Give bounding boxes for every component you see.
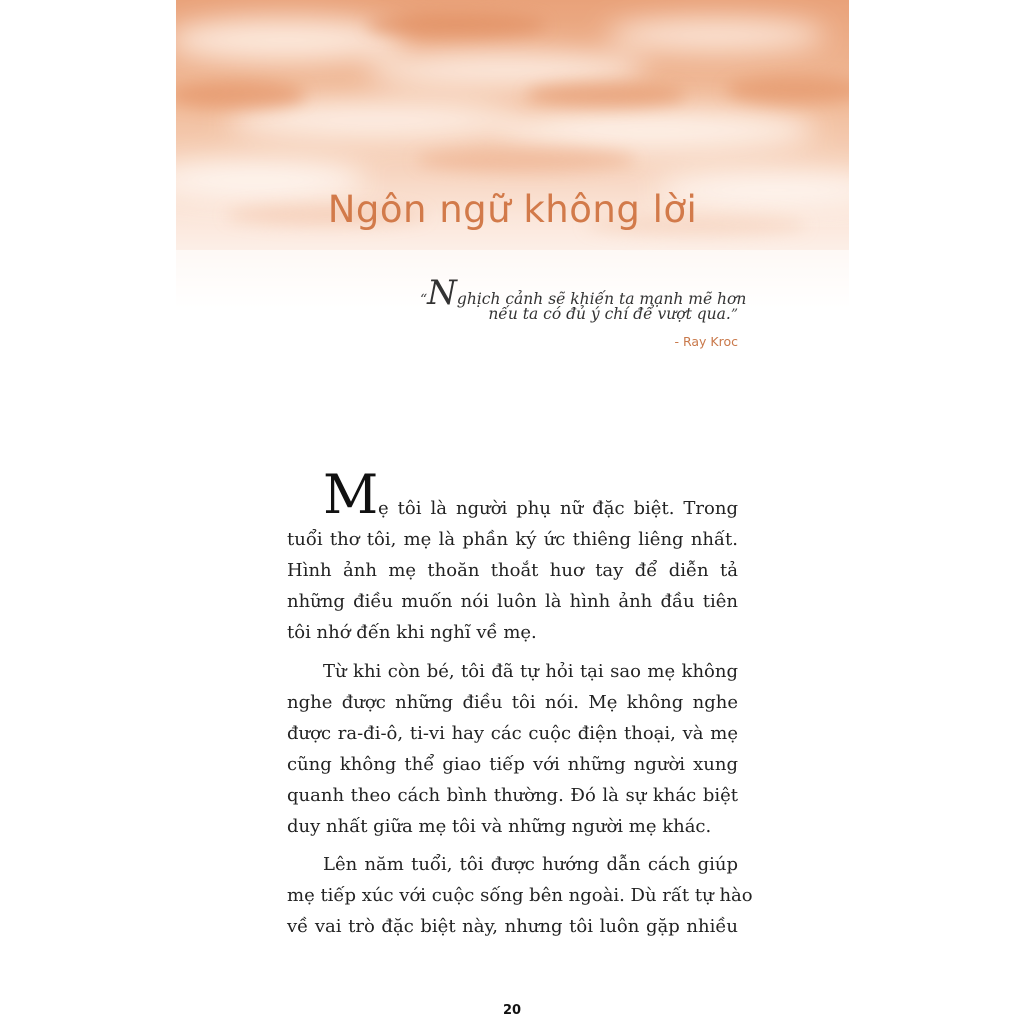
open-quote: “ [420,292,428,308]
epigraph-author: - Ray Kroc [674,334,738,349]
cloud-header-image [176,0,849,310]
body-line: cũng không thể giao tiếp với những người xung [287,754,738,775]
body-line: tôi nhớ đến khi nghĩ về mẹ. [287,622,537,643]
body-line: Từ khi còn bé, tôi đã tự hỏi tại sao mẹ không [323,661,738,682]
page-number: 20 [502,1003,522,1018]
body-line: Hình ảnh mẹ thoăn thoắt huơ tay để diễn tả [287,560,738,581]
body-line: duy nhất giữa mẹ tôi và những người mẹ khác. [287,816,712,837]
drop-cap: M [323,463,379,526]
body-line: được ra-đi-ô, ti-vi hay các cuộc điện thoại, và mẹ [287,723,738,744]
body-line: quanh theo cách bình thường. Đó là sự khác biệt [287,785,738,806]
body-line: tuổi thơ tôi, mẹ là phần ký ức thiêng liêng nhất. [287,529,738,550]
close-quote: ” [730,307,738,323]
body-line: ẹ tôi là người phụ nữ đặc biệt. Trong [378,498,738,519]
body-line: nghe được những điều tôi nói. Mẹ không nghe [287,692,738,713]
epigraph-initial: N [427,273,457,313]
body-line: mẹ tiếp xúc với cuộc sống bên ngoài. Dù rất tự hào [287,885,753,906]
epigraph-line-2 [420,305,738,323]
epigraph-text-1: ghịch cảnh sẽ khiến ta mạnh mẽ hơn [456,290,747,308]
body-line: về vai trò đặc biệt này, nhưng tôi luôn gặp nhiều [287,916,738,937]
epigraph-text-2: nếu ta có đủ ý chí để vượt qua. [488,305,731,323]
body-line: Lên năm tuổi, tôi được hướng dẫn cách giúp [323,854,738,875]
chapter-title: Ngôn ngữ không lời [327,188,698,231]
body-line: những điều muốn nói luôn là hình ảnh đầu tiên [287,591,738,612]
